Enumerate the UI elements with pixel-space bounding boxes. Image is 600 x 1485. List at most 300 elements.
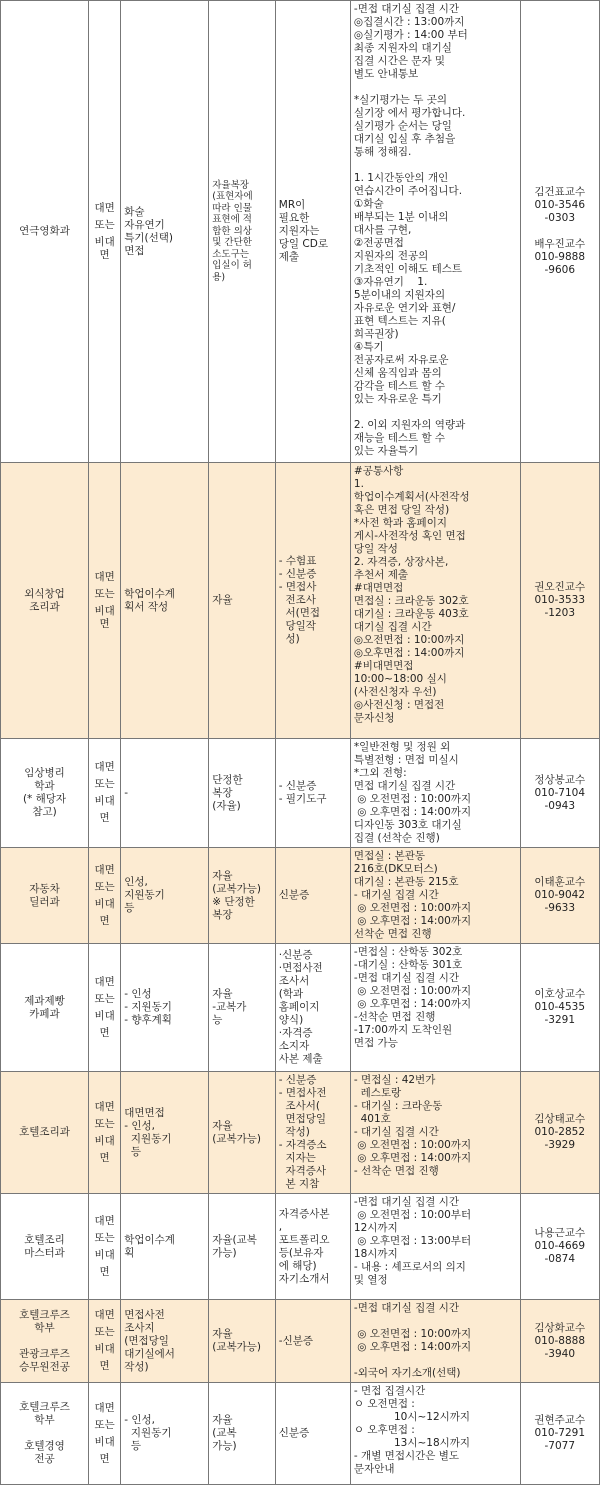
contact-line: 김상태교수 bbox=[534, 1113, 586, 1125]
dept-cell bbox=[1, 944, 89, 1072]
notes-line: 1. 1시간동안의 개인 bbox=[353, 172, 449, 184]
items-line: - 면접사전 bbox=[278, 1087, 327, 1099]
dress-line: 자율 bbox=[212, 1119, 233, 1132]
notes-line: 배부되는 1분 이내의 bbox=[353, 211, 449, 223]
mode-line: 비대 bbox=[94, 897, 115, 910]
notes-line: #비대면면접 bbox=[353, 660, 414, 672]
notes-line: ◎ 오전면접 : 10:00까지 bbox=[353, 1139, 472, 1151]
dept-line: 학부 bbox=[34, 1414, 55, 1426]
notes-line: 게시-사전작성 혹인 면접 bbox=[353, 530, 466, 542]
notes-line: ◎사전신청 : 면접전 bbox=[353, 699, 445, 711]
contact-line: 010-9042 bbox=[534, 889, 586, 901]
notes-line: -외국어 자기소개(선택) bbox=[353, 1367, 461, 1379]
dept-line: 학과 bbox=[34, 780, 55, 792]
dept-cell bbox=[1, 1072, 89, 1194]
contact-line: -0303 bbox=[544, 212, 576, 224]
dress-line: 복장 bbox=[212, 908, 233, 921]
dept-line: 조리과 bbox=[29, 600, 60, 613]
dress-cell bbox=[209, 1383, 276, 1485]
notes-line bbox=[354, 81, 517, 94]
contact-line: 김건표교수 bbox=[534, 186, 586, 198]
notes-line: 집결 (선착순 진행) bbox=[353, 832, 440, 844]
mode-cell bbox=[89, 1383, 121, 1485]
dress-line: -교복가 bbox=[212, 1001, 247, 1013]
mode-line: 면 bbox=[99, 1452, 110, 1465]
contact-line: -3291 bbox=[544, 1014, 576, 1026]
dress-line: ※ 단정한 bbox=[212, 895, 255, 908]
dress-line: 자율 bbox=[212, 869, 233, 882]
evaluation-cell bbox=[121, 944, 209, 1072]
items-line: 성) bbox=[278, 633, 300, 645]
items-line: 당일 CD로 bbox=[278, 238, 328, 250]
eval-line: 자유연기 bbox=[124, 218, 165, 231]
items-line: 사본 제출 bbox=[278, 1053, 323, 1065]
notes-cell bbox=[350, 848, 520, 944]
notes-line: *그외 전형: bbox=[353, 767, 407, 779]
notes-cell bbox=[350, 944, 520, 1072]
notes-line: ③자유연기 1. bbox=[353, 276, 428, 288]
items-cell bbox=[275, 1072, 350, 1194]
notes-line: 특별전형 : 면접 미실시 bbox=[353, 754, 459, 766]
notes-line: 있는 자유로운 특기 bbox=[353, 393, 442, 405]
notes-line: 대기실 입실 후 추첨을 bbox=[353, 133, 456, 145]
items-cell bbox=[275, 848, 350, 944]
notes-line: ◎ 오후면접 : 14:00까지 bbox=[353, 1152, 472, 1164]
items-line: - 신분증 bbox=[278, 568, 317, 580]
notes-line: - 선착순 면접 진행 bbox=[353, 1165, 439, 1177]
contact-cell bbox=[520, 1194, 599, 1300]
contact-line: 010-7104 bbox=[534, 786, 586, 799]
notes-line: 기초적인 이해도 테스트 bbox=[353, 263, 463, 275]
notes-line: - 대기실 : 크라운동 bbox=[353, 1100, 443, 1112]
mode-line: 대면 bbox=[94, 1214, 115, 1227]
contact-line: 010-8888 bbox=[534, 1334, 586, 1347]
notes-line: - 대기실 집결 시간 bbox=[353, 889, 439, 901]
dept-line bbox=[4, 1427, 85, 1440]
mode-line: 또는 bbox=[94, 1231, 115, 1244]
items-line: - 필기도구 bbox=[278, 793, 327, 805]
eval-line: 획 bbox=[124, 1246, 135, 1259]
notes-line: 있는 자율특기 bbox=[353, 445, 419, 457]
dress-line: (교복 bbox=[212, 1427, 237, 1439]
mode-cell bbox=[89, 1072, 121, 1194]
eval-line: 화술 bbox=[124, 205, 145, 218]
eval-line: 등 bbox=[124, 1440, 142, 1452]
table-row bbox=[1, 1383, 600, 1485]
items-line: - 면접사 bbox=[278, 581, 317, 593]
notes-line: ◎ 오전면접 : 10:00까지 bbox=[353, 1328, 472, 1340]
dept-line: 연극영화과 bbox=[19, 225, 70, 237]
notes-cell bbox=[350, 1, 520, 463]
dress-line: 소도구는 bbox=[212, 248, 249, 260]
contact-line: 권현주교수 bbox=[534, 1414, 586, 1426]
mode-cell bbox=[89, 848, 121, 944]
dress-cell bbox=[209, 1072, 276, 1194]
eval-line: - 향후계획 bbox=[124, 1014, 172, 1026]
mode-line: 비대 bbox=[94, 1343, 115, 1355]
contact-line: 010-3546 bbox=[534, 199, 586, 211]
dept-line: 호텔조리 bbox=[24, 1233, 65, 1246]
notes-line: - 면접 집결시간 bbox=[353, 1385, 426, 1397]
dress-line: (교복가능) bbox=[212, 882, 261, 895]
notes-line: 별도 안내통보 bbox=[353, 68, 419, 80]
dept-line: 승무원전공 bbox=[19, 1360, 70, 1373]
eval-line: 획서 작성 bbox=[124, 600, 169, 613]
mode-line: 대면 bbox=[94, 570, 115, 583]
items-line: 자격증사본 bbox=[278, 1207, 330, 1220]
items-line: 본 지참 bbox=[278, 1178, 320, 1190]
items-line: 소지자 bbox=[278, 1040, 310, 1052]
eval-line: 지원동기 bbox=[124, 1427, 172, 1439]
items-line: 에 해당) bbox=[278, 1259, 317, 1272]
notes-line: ◎ 오후면접 : 14:00까지 bbox=[353, 915, 472, 927]
dept-cell bbox=[1, 463, 89, 739]
evaluation-cell bbox=[121, 1300, 209, 1383]
table-body bbox=[1, 1, 600, 1485]
notes-line: ◎오전면접 : 10:00까지 bbox=[353, 634, 465, 646]
dress-line: 합한 의상 bbox=[212, 225, 252, 237]
notes-line: - 대기실 집결 시간 bbox=[353, 1126, 439, 1138]
dept-line: (* 해당자 bbox=[22, 793, 67, 805]
mode-line: 비대면 bbox=[94, 235, 115, 261]
notes-line: 2. 자격증, 상장사본, bbox=[353, 556, 449, 568]
evaluation-cell bbox=[121, 463, 209, 739]
items-line: - 자격증소 bbox=[278, 1139, 327, 1151]
items-cell bbox=[275, 1300, 350, 1383]
items-line: 서(면접 bbox=[278, 607, 320, 619]
mode-line: 비대면 bbox=[94, 604, 115, 630]
dept-cell bbox=[1, 1, 89, 463]
dept-line: 임상병리 bbox=[24, 767, 65, 779]
dress-cell bbox=[209, 1, 276, 463]
dept-line: 자동차 bbox=[29, 882, 60, 895]
notes-line: 1. bbox=[353, 478, 364, 490]
mode-cell bbox=[89, 463, 121, 739]
contact-line: 나용근교수 bbox=[534, 1227, 586, 1239]
dress-cell bbox=[209, 739, 276, 848]
notes-line: 면접 가능 bbox=[353, 1037, 398, 1049]
items-cell bbox=[275, 1194, 350, 1300]
notes-cell bbox=[350, 1072, 520, 1194]
dept-line: 딜러과 bbox=[29, 895, 60, 908]
table-row bbox=[1, 1072, 600, 1194]
notes-cell bbox=[350, 739, 520, 848]
notes-line: ◎ 오전면접 : 10:00부터 bbox=[353, 1209, 472, 1221]
items-line: 홈페이지 bbox=[278, 1001, 320, 1013]
items-line: ·면접사전 bbox=[278, 962, 323, 974]
mode-line: 비대 bbox=[94, 1435, 115, 1448]
items-line: 등(보유자 bbox=[278, 1246, 324, 1259]
notes-line: 18시까지 bbox=[353, 1248, 398, 1260]
items-line: (학과 bbox=[278, 988, 304, 1000]
mode-line: 또는 bbox=[94, 1117, 115, 1130]
notes-cell bbox=[350, 1383, 520, 1485]
table-row bbox=[1, 848, 600, 944]
notes-line: 최종 지원자의 대기실 bbox=[353, 42, 452, 54]
notes-line: 5분이내의 지원자의 bbox=[353, 289, 446, 301]
mode-line: 또는 bbox=[94, 880, 115, 893]
mode-line: 대면 bbox=[94, 975, 115, 988]
notes-line bbox=[354, 406, 517, 419]
notes-line: ◎ 오전면접 : 10:00까지 bbox=[353, 985, 472, 997]
dress-line: 및 간단한 bbox=[212, 237, 252, 249]
mode-cell bbox=[89, 739, 121, 848]
eval-line: 학업이수계 bbox=[124, 587, 175, 600]
notes-line: - 개별 면접시간은 별도 bbox=[353, 1450, 460, 1462]
notes-line: 216호(DK모터스) bbox=[353, 863, 438, 875]
eval-line: 면접사전 bbox=[124, 1308, 165, 1321]
notes-line bbox=[354, 159, 517, 172]
notes-line: 전공자로써 자유로운 bbox=[353, 354, 449, 366]
notes-line: *일반전형 및 정원 외 bbox=[353, 741, 451, 753]
mode-line: 비대 bbox=[94, 1009, 115, 1022]
dept-line: 외식창업 bbox=[24, 587, 65, 600]
dress-line: 자율 bbox=[212, 988, 233, 1000]
dress-line: (자율) bbox=[212, 799, 241, 812]
dress-line: (표현자에 bbox=[212, 191, 253, 203]
notes-line: 희곡권장) bbox=[353, 328, 399, 340]
eval-line: 등 bbox=[124, 902, 135, 914]
contact-line: 010-2852 bbox=[534, 1126, 586, 1138]
notes-line: (사전신청자 우선) bbox=[353, 686, 437, 698]
contact-cell bbox=[520, 1300, 599, 1383]
items-line: - 수험표 bbox=[278, 555, 317, 567]
items-line: 면접당일 bbox=[278, 1113, 327, 1125]
items-line: 포트폴리오 bbox=[278, 1233, 330, 1246]
notes-line: 감각을 테스트 할 수 bbox=[353, 380, 446, 392]
dept-line: 호텔크루즈 bbox=[19, 1401, 70, 1413]
notes-line: 13시~18시까지 bbox=[353, 1437, 471, 1449]
mode-line: 비대 bbox=[94, 1248, 115, 1261]
items-cell bbox=[275, 1, 350, 463]
notes-cell bbox=[350, 463, 520, 739]
mode-line: 면 bbox=[99, 1151, 110, 1164]
dress-cell bbox=[209, 463, 276, 739]
dress-cell bbox=[209, 1300, 276, 1383]
notes-line: -선착순 면접 진행 bbox=[353, 1011, 436, 1023]
notes-line: ◎ 오전면접 : 10:00까지 bbox=[353, 902, 472, 914]
contact-line: -3929 bbox=[544, 1139, 576, 1151]
items-line: 지자는 bbox=[278, 1152, 316, 1164]
contact-line: -9633 bbox=[544, 902, 576, 914]
dress-line: 가능) bbox=[212, 1246, 237, 1259]
notes-line: -면접 대기실 집결 시간 bbox=[353, 1196, 460, 1208]
items-line: , bbox=[278, 1220, 283, 1233]
eval-line: - bbox=[124, 786, 129, 799]
mode-cell bbox=[89, 1, 121, 463]
evaluation-cell bbox=[121, 1, 209, 463]
notes-line: ◎ 오후면접 : 14:00까지 bbox=[353, 998, 472, 1010]
eval-line: 작성) bbox=[124, 1360, 149, 1373]
items-line: 지원자는 bbox=[278, 225, 320, 237]
notes-line: -대기실 : 산학동 301호 bbox=[353, 959, 463, 971]
eval-line: 대면면접 bbox=[124, 1106, 165, 1119]
notes-line: 12시까지 bbox=[353, 1222, 398, 1234]
items-cell bbox=[275, 463, 350, 739]
notes-line: 10시~12시까지 bbox=[353, 1411, 471, 1423]
notes-line: 자유로운 연기와 표현/ bbox=[353, 302, 456, 314]
dress-line: 용) bbox=[212, 271, 226, 283]
notes-line: ◎실기평가 : 14:00 부터 bbox=[353, 29, 468, 41]
contact-line: -0943 bbox=[544, 799, 576, 812]
dress-line: (교복가능) bbox=[212, 1341, 261, 1353]
dept-cell bbox=[1, 1194, 89, 1300]
items-line: - 신분증 bbox=[278, 780, 317, 792]
dress-line: 자율 bbox=[212, 1328, 233, 1340]
dress-line: 복장 bbox=[212, 786, 233, 799]
eval-line: 등 bbox=[124, 1145, 142, 1158]
mode-line: 대면 bbox=[94, 201, 115, 214]
dept-cell bbox=[1, 1300, 89, 1383]
notes-line: 통해 정해짐. bbox=[353, 146, 412, 158]
items-line: 작성) bbox=[278, 1126, 310, 1138]
items-line: 조사서( bbox=[278, 1100, 320, 1112]
dress-line: 자율복장 bbox=[212, 179, 249, 191]
contact-cell bbox=[520, 463, 599, 739]
items-cell bbox=[275, 1383, 350, 1485]
notes-line: 대사를 구현, bbox=[353, 224, 412, 236]
mode-line: 대면 bbox=[94, 1309, 115, 1321]
notes-line: #공통사항 bbox=[353, 465, 404, 477]
dept-line: 카페과 bbox=[29, 1007, 60, 1020]
dress-line: 능 bbox=[212, 1014, 223, 1026]
notes-line: 대기실 : 본관동 215호 bbox=[353, 876, 459, 888]
notes-line: 혹은 면접 당일 작성) bbox=[353, 504, 450, 516]
eval-line: 특기(선택) bbox=[124, 231, 173, 244]
contact-line: 김상화교수 bbox=[534, 1321, 586, 1334]
contact-cell bbox=[520, 739, 599, 848]
notes-line: 추천서 제출 bbox=[353, 569, 408, 581]
notes-line: 연습시간이 주어집니다. bbox=[353, 185, 463, 197]
notes-line: 10:00~18:00 실시 bbox=[353, 673, 447, 685]
mode-line: 또는 bbox=[94, 778, 115, 790]
eval-line: - 인성, bbox=[124, 1414, 155, 1426]
dress-line: 표현에 적 bbox=[212, 214, 252, 226]
contact-line: 정상봉교수 bbox=[534, 773, 586, 786]
mode-line: 또는 bbox=[94, 1418, 115, 1431]
evaluation-cell bbox=[121, 739, 209, 848]
notes-line: 401호 bbox=[353, 1113, 391, 1125]
items-cell bbox=[275, 739, 350, 848]
dress-line: 입실이 허 bbox=[212, 260, 252, 272]
eval-line: 조사지 bbox=[124, 1321, 155, 1334]
notes-line: 신체 움직임과 몸의 bbox=[353, 367, 442, 379]
items-line: 전조사 bbox=[278, 594, 316, 606]
mode-line: 대면 bbox=[94, 863, 115, 876]
dress-line: 단정한 bbox=[212, 773, 243, 786]
table-row bbox=[1, 1300, 600, 1383]
eval-line: 인성, bbox=[124, 876, 148, 888]
notes-line: ◎ 오후면접 : 13:00부터 bbox=[353, 1235, 472, 1247]
eval-line: - 인성 bbox=[124, 988, 152, 1000]
dress-cell bbox=[209, 848, 276, 944]
notes-line: 학업이수계획서(사전작성 bbox=[353, 491, 470, 503]
eval-line: - 인성, bbox=[124, 1119, 155, 1132]
notes-line: 재능을 테스트 할 수 bbox=[353, 432, 446, 444]
dept-line: 호텔경영 bbox=[24, 1440, 65, 1452]
notes-line: 대기실 : 크라운동 403호 bbox=[353, 608, 469, 620]
contact-line: 010-4669 bbox=[534, 1240, 586, 1252]
items-line: ·신분증 bbox=[278, 949, 313, 961]
contact-line: 이태훈교수 bbox=[534, 876, 586, 888]
items-line: 제출 bbox=[278, 251, 300, 263]
notes-line: ◎ 오후면접 : 14:00까지 bbox=[353, 1341, 472, 1353]
contact-cell bbox=[520, 848, 599, 944]
notes-line: 면접 대기실 집결 시간 bbox=[353, 780, 456, 792]
notes-line: 디자인동 303호 대기실 bbox=[353, 819, 462, 831]
mode-line: 대면 bbox=[94, 1401, 115, 1414]
dept-line: 참고) bbox=[32, 806, 57, 818]
notes-line: -면접 대기실 집결 시간 bbox=[353, 1302, 460, 1314]
evaluation-cell bbox=[121, 1072, 209, 1194]
contact-cell bbox=[520, 1, 599, 463]
eval-line: 지원동기 bbox=[124, 889, 165, 901]
notes-line: 실기평가 순서는 당일 bbox=[353, 120, 452, 132]
notes-line: -면접 대기실 집결 시간 bbox=[353, 972, 460, 984]
notes-line: ◎ 오전면접 : 10:00까지 bbox=[353, 793, 472, 805]
mode-line: 또는 bbox=[94, 218, 115, 231]
mode-line: 비대 bbox=[94, 1134, 115, 1147]
dress-line: (교복가능) bbox=[212, 1132, 261, 1145]
mode-line: 또는 bbox=[94, 587, 115, 600]
items-line: 신분증 bbox=[278, 889, 310, 901]
notes-line: ㅇ 오후면접 : bbox=[353, 1424, 415, 1436]
notes-line: 2. 이외 지원자의 역량과 bbox=[353, 419, 466, 431]
notes-line: 선착순 면접 진행 bbox=[353, 928, 432, 940]
contact-cell bbox=[520, 944, 599, 1072]
dress-line: 따라 인물 bbox=[212, 202, 252, 214]
eval-line: - 지원동기 bbox=[124, 1001, 172, 1013]
dept-cell bbox=[1, 848, 89, 944]
contact-line: -9606 bbox=[544, 264, 576, 276]
contact-line: -7077 bbox=[544, 1440, 576, 1452]
evaluation-cell bbox=[121, 1383, 209, 1485]
notes-line: ④특기 bbox=[353, 341, 384, 353]
mode-line: 또는 bbox=[94, 1326, 115, 1338]
contact-line: 010-9888 bbox=[534, 251, 586, 263]
dept-line: 호텔크루즈 bbox=[19, 1308, 70, 1321]
mode-line: 면 bbox=[99, 1026, 110, 1039]
items-line: 자기소개서 bbox=[278, 1272, 330, 1285]
table-row bbox=[1, 463, 600, 739]
contact-cell bbox=[520, 1072, 599, 1194]
mode-line: 면 bbox=[99, 914, 110, 927]
contact-line: 010-7291 bbox=[534, 1427, 586, 1439]
notes-line: 지원자의 전공의 bbox=[353, 250, 429, 262]
eval-line: (면접당일 bbox=[124, 1334, 169, 1347]
notes-line: - 면접실 : 42번가 bbox=[353, 1074, 436, 1086]
dept-line bbox=[4, 1335, 85, 1348]
evaluation-cell bbox=[121, 848, 209, 944]
dept-line: 제과제빵 bbox=[24, 994, 65, 1007]
mode-line: 대면 bbox=[94, 1100, 115, 1113]
mode-cell bbox=[89, 944, 121, 1072]
notes-line: ①화술 bbox=[353, 198, 384, 210]
items-line: ·자격증 bbox=[278, 1027, 313, 1039]
items-line: 당일작 bbox=[278, 620, 316, 632]
contact-line: 권오진교수 bbox=[534, 581, 586, 593]
dept-cell bbox=[1, 1383, 89, 1485]
mode-line: 또는 bbox=[94, 992, 115, 1005]
notes-line: *사전 학과 홈페이지 bbox=[353, 517, 447, 529]
dept-line: 전공 bbox=[34, 1453, 55, 1465]
dress-line: 자율 bbox=[212, 1414, 233, 1426]
items-line: MR이 bbox=[278, 199, 306, 211]
notes-cell bbox=[350, 1300, 520, 1383]
items-cell bbox=[275, 944, 350, 1072]
table-row bbox=[1, 739, 600, 848]
dress-cell bbox=[209, 1194, 276, 1300]
